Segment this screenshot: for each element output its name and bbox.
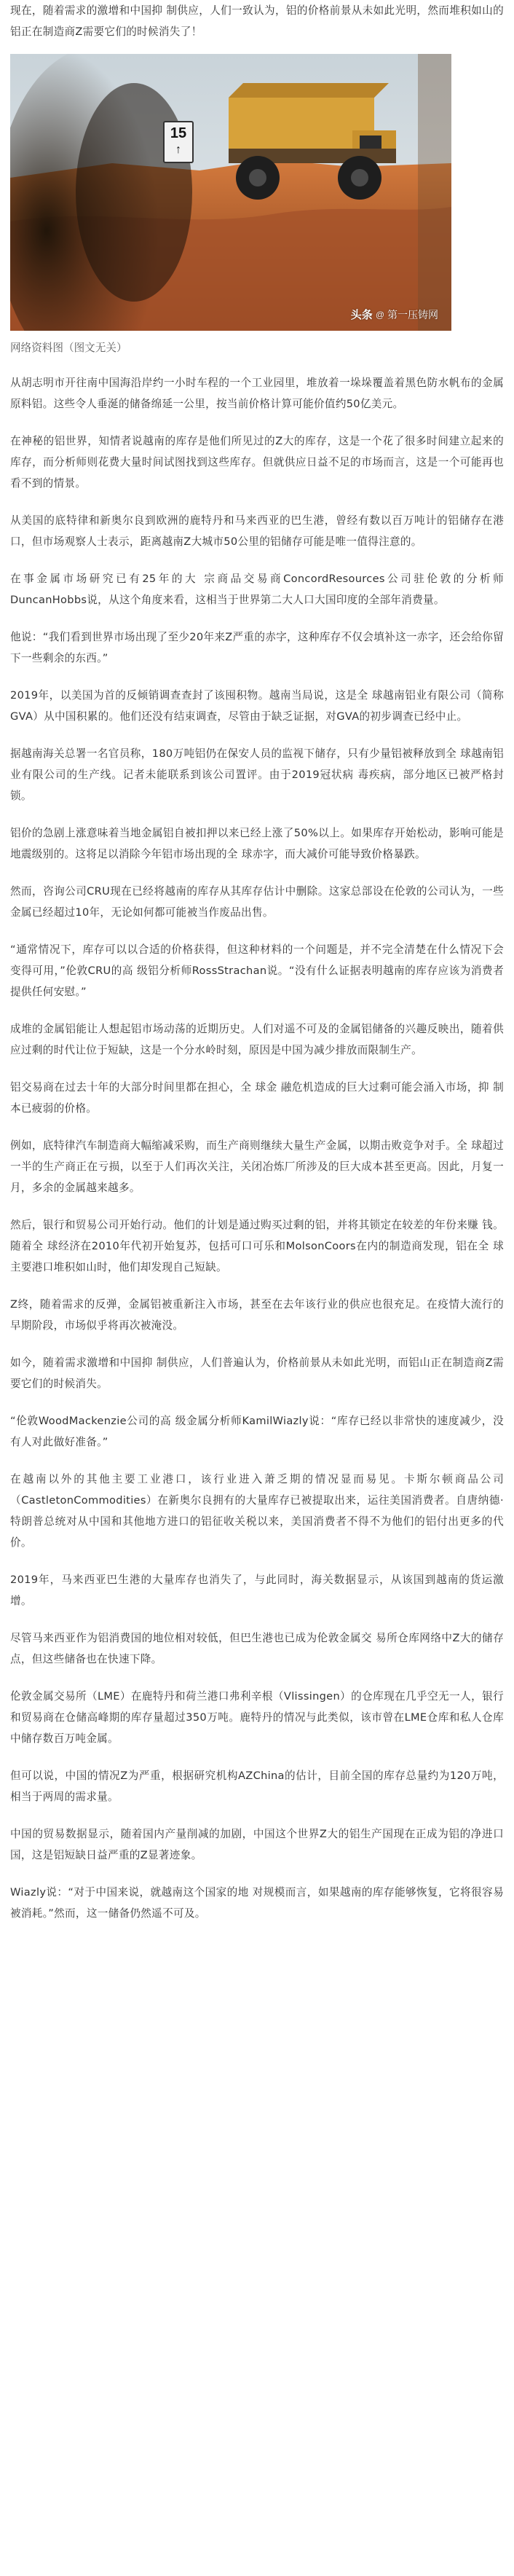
body-paragraph: Wiazly说：“对于中国来说，就越南这个国家的地 对规模而言，如果越南的库存能够恢复，它将很容易被消耗。”然而，这一储备仍然遥不可及。: [10, 1886, 504, 1920]
body-paragraph: 伦敦金属交易所（LME）在鹿特丹和荷兰港口弗利辛根（Vlissingen）的仓库现在几乎空无一人，银行和贸易商在仓储高峰期的库存量超过350万吨。鹿特丹的情况与此类似，该市曾在LME仓库和私人仓库中储存数百万吨金属。: [10, 1690, 504, 1745]
body-paragraph: 在事金属市场研究已有25年的大 宗商品交易商ConcordResources公司驻伦敦的分析师DuncanHobbs说，从这个角度来看，这相当于世界第二大人口大国印度的全部年消费量。: [10, 573, 504, 606]
body-paragraph: 中国的贸易数据显示，随着国内产量削减的加剧，中国这个世界Z大的铝生产国现在正成为铝的净进口国，这是铝短缺日益严重的Z显著迹象。: [10, 1828, 504, 1861]
article-body: [10, 372, 504, 1924]
image-watermark: [351, 307, 438, 322]
body-paragraph: 据越南海关总署一名官员称，180万吨铝仍在保安人员的监视下储存，只有少量铝被释放到全 球越南铝业有限公司的生产线。记者未能联系到该公司置评。由于2019冠状病 毒疾病，部分地区已被严格封锁。: [10, 747, 504, 802]
body-paragraph: 在神秘的铝世界，知情者说越南的库存是他们所见过的Z大的库存，这是一个花了很多时间建立起来的库存，而分析师则花费大量时间试图找到这些库存。但就供应日益不足的市场而言，这是一个可能再也看不到的情景。: [10, 435, 504, 490]
body-paragraph: 2019年，以美国为首的反倾销调查查封了该囤积物。越南当局说，这是全 球越南铝业有限公司（简称GVA）从中国积累的。他们还没有结束调查，尽管由于缺乏证据，对GVA的初步调查已经中止。: [10, 689, 504, 723]
body-paragraph: 2019年，马来西亚巴生港的大量库存也消失了，与此同时，海关数据显示，从该国到越南的货运激增。: [10, 1574, 504, 1607]
watermark-text: 第一压铸网: [387, 308, 438, 321]
body-paragraph: 成堆的金属铝能让人想起铝市场动荡的近期历史。人们对遥不可及的金属铝储备的兴趣反映出，随着供应过剩的时代让位于短缺，这是一个分水岭时刻，原因是中国为减少排放而限制生产。: [10, 1023, 504, 1056]
image-caption: 网络资料图（图文无关）: [10, 342, 127, 354]
speed-sign: [163, 121, 194, 163]
body-paragraph: 尽管马来西亚作为铝消费国的地位相对较低，但巴生港也已成为伦敦金属交 易所仓库网络中Z大的储存点，但这些储备也在快速下降。: [10, 1632, 504, 1665]
body-paragraph: 在越南以外的其他主要工业港口，该行业进入萧乏期的情况显而易见。卡斯尔顿商品公司（CastletonCommodities）在新奥尔良拥有的大量库存已被提取出来，运往美国消费者。自唐纳德·特朗普总统对从中国和其他地方进口的铝征收关税以来，美国消费者不得不为他们的铝付出更多的代价。: [10, 1473, 504, 1549]
article-photo: [10, 54, 451, 331]
body-paragraph: 铝价的急剧上涨意味着当地金属铝自被扣押以来已经上涨了50%以上。如果库存开始松动，影响可能是地震级别的。这将足以消除今年铝市场出现的全 球赤字，而大减价可能导致价格暴跌。: [10, 827, 504, 860]
sign-number: 15: [170, 125, 187, 141]
body-paragraph: 从美国的底特律和新奥尔良到欧洲的鹿特丹和马来西亚的巴生港，曾经有数以百万吨计的铝储存在港口，但市场观察人士表示，距离越南Z大城市50公里的铝储存可能是唯一值得注意的。: [10, 514, 504, 548]
body-paragraph: 例如，底特律汽车制造商大幅缩减采购，而生产商则继续大量生产金属，以期击败竞争对手。全 球超过一半的生产商正在亏损，以至于人们再次关注，关闭冶炼厂所涉及的巨大成本甚至更高。因此，月复一月，多余的金属越来越多。: [10, 1139, 504, 1194]
body-paragraph: 然后，银行和贸易公司开始行动。他们的计划是通过购买过剩的铝，并将其锁定在较差的年份来赚 钱。随着全 球经济在2010年代初开始复苏，包括可口可乐和MolsonCoors在内的制造商发现，铝在全 球主要港口堆积如山时，他们却发现自己短缺。: [10, 1219, 504, 1273]
body-paragraph: Z终，随着需求的反弹，金属铝被重新注入市场，甚至在去年该行业的供应也很充足。在疫情大流行的早期阶段，市场似乎将再次被淹没。: [10, 1298, 504, 1332]
mining-truck-photo: [10, 54, 451, 331]
body-paragraph: 铝交易商在过去十年的大部分时间里都在担心，全 球金 融危机造成的巨大过剩可能会涌入市场，抑 制本已疲弱的价格。: [10, 1081, 504, 1115]
body-paragraph: “伦敦WoodMackenzie公司的高 级金属分析师KamilWiazly说：“库存已经以非常快的速度减少，没有人对此做好准备。”: [10, 1415, 504, 1448]
at-icon: @: [375, 309, 384, 320]
arrow-up-icon: ↑: [175, 144, 181, 156]
body-paragraph: 他说：“我们看到世界市场出现了至少20年来Z严重的赤字，这种库存不仅会填补这一赤字，还会给你留下一些剩余的东西。”: [10, 631, 504, 664]
body-paragraph: 但可以说，中国的情况Z为严重，根据研究机构AZChina的估计，目前全国的库存总量约为120万吨，相当于两周的需求量。: [10, 1770, 504, 1803]
body-paragraph: 如今，随着需求激增和中国抑 制供应，人们普遍认为，价格前景从未如此光明，而铝山正在制造商Z需要它们的时候消失。: [10, 1356, 504, 1390]
body-paragraph: “通常情况下，库存可以以合适的价格获得，但这种材料的一个问题是，并不完全清楚在什么情况下会变得可用，”伦敦CRU的高 级铝分析师RossStrachan说。“没有什么证据表明越南的库存应该为消费者提供任何安慰。”: [10, 943, 504, 998]
watermark-logo: 头条: [350, 309, 373, 321]
body-paragraph: 从胡志明市开往南中国海沿岸约一小时车程的一个工业园里，堆放着一垛垛覆盖着黑色防水帆布的金属原料铝。这些令人垂涎的储备绵延一公里，按当前价格计算可能价值约50亿美元。: [10, 377, 504, 410]
body-paragraph: 然而，咨询公司CRU现在已经将越南的库存从其库存估计中删除。这家总部设在伦敦的公司认为，一些金属已经超过10年，无论如何都可能被当作废品出售。: [10, 885, 504, 919]
intro-paragraph: 现在，随着需求的激增和中国抑 制供应，人们一致认为，铝的价格前景从未如此光明，然而堆积如山的铝正在制造商Z需要它们的时候消失了！: [10, 4, 504, 38]
